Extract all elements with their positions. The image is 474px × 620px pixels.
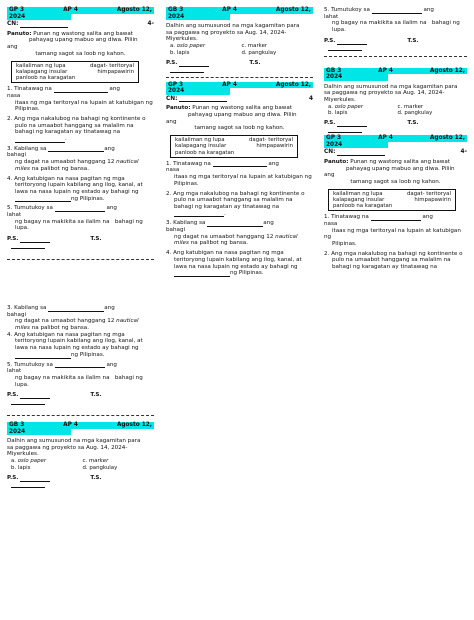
date-label: Agosto 12,	[116, 7, 152, 13]
panuto-c3: Panuto: Punan ng wastong salita ang bawat pahayag upang mabuo ang diwa. Piliin ang tamang sagot sa loob ng kahon.	[324, 158, 455, 185]
q1-c2-blank[interactable]	[213, 161, 267, 167]
panuto-c2: Panuto: Punan ng wastong salita ang bawat pahayag upang mabuo ang diwa. Piliin ang tamang sagot sa loob ng kahon.	[166, 105, 297, 132]
material-list: a. oslo paper c. marker b. lapis d. pangkulay	[11, 458, 118, 471]
question-2-c3: 2. Ang mga nakalubog na bahagi ng kontinente o pulo na umaabot hanggang sa malalim na bahagi ng karagatan ay tinatawag na	[324, 250, 463, 271]
q1-blank[interactable]	[54, 87, 108, 93]
header-bar-c2b: GP 3 AP 4 Agosto 12,	[166, 82, 313, 89]
ps3-blank[interactable]	[20, 476, 50, 482]
material-list-c2: a. oslo paper c. marker b. lapis d. pangkulay	[170, 43, 277, 56]
question-3-copy: 3. Kabilang sa ang bahagi ng dagat na umaabot hanggang 12 nautical miles na palibot ng bansa. 4. Ang katubigan na nasa pagitan ng mga teritoryong lupain kabilang ang ilog, kanal, at lawa na nasa lupain ng estado ay bahagi ng ng Pilipinas.	[7, 304, 143, 358]
cut-line-c2	[166, 77, 313, 78]
year-label-gb: 2024	[7, 429, 71, 436]
word-box: kailaliman ng lupa dagat- teritoryal kalapagang insular himpapawirin panloob na karagatan	[11, 61, 139, 84]
q4-c2-blank[interactable]	[174, 271, 230, 277]
ps-copy-underline	[11, 399, 45, 405]
question-5-copy: 5. Tumutukoy sa ang lahat ng bagay na makikita sa ilalim na bahagi ng lupa.	[7, 361, 143, 388]
word-box-c3: kailaliman ng lupa dagat- teritoryal kalapagang insular himpapawirin panloob na karagatan	[328, 189, 456, 212]
word-box-c2: kailaliman ng lupa dagat- teritoryal kalapagang insular himpapawirin panloob na karagatan	[170, 135, 298, 158]
q5-copy-blank[interactable]	[55, 362, 105, 368]
ps-c2-blank[interactable]	[179, 61, 209, 67]
cut-line	[7, 259, 154, 260]
grade-label: GP 3	[9, 7, 25, 13]
ps-ts-row: P.S. T.S.	[7, 236, 102, 243]
question-1-c2: 1. Tinatawag na ang nasa itaas ng mga teritoryal na lupain at katubigan ng Pilipinas.	[166, 160, 312, 187]
q4-blank[interactable]	[15, 196, 71, 202]
cn-blank[interactable]	[20, 22, 68, 28]
column-3	[324, 0, 467, 271]
year-label-c3: 2024	[324, 74, 388, 81]
cn-row-c2: CN: 4	[166, 95, 313, 102]
question-2-c2: 2. Ang mga nakalubog na bahagi ng kontinente o pulo na umaabot hanggang sa malalim na bahagi ng karagatan ay tinatawag na .	[166, 190, 305, 217]
cn-row: CN: 4-	[7, 21, 154, 27]
ps3-underline	[11, 482, 45, 488]
q3-blank[interactable]	[48, 146, 104, 152]
question-2: 2. Ang mga nakalubog na bahagi ng kontinente o pulo na umaabot hanggang sa malalim na bahagi ng karagatan ay tinatawag na .	[7, 115, 146, 143]
ps-blank[interactable]	[20, 237, 50, 243]
ps-ts-row-c2: P.S. T.S.	[166, 59, 261, 66]
q5-c3-blank[interactable]	[372, 8, 422, 14]
question-5: 5. Tumutukoy sa ang lahat ng bagay na makikita sa ilalim na bahagi ng lupa.	[7, 205, 143, 232]
cn-c2-blank[interactable]	[179, 96, 227, 102]
year-label-c3b: 2024	[324, 142, 388, 149]
q3-copy-blank[interactable]	[48, 306, 104, 312]
dalhin-block-c3: Dalhin ang sumusunod na mga kagamitan para sa paggawa ng proyekto sa Aug. 14, 2024- Miyerkules.	[324, 83, 458, 103]
question-1: 1. Tinatawag na ang nasa itaas ng mga teritoryal na lupain at katubigan ng Pilipinas.	[7, 86, 153, 113]
question-1-c3: 1. Tinatawag na ang nasa itaas ng mga teritoryal na lupain at katubigan ng Pilipinas.	[324, 214, 461, 248]
question-4: 4. Ang katubigan na nasa pagitan ng mga teritoryong lupain kabilang ang ilog, kanal, at lawa na nasa lupain ng estado ay bahagi ng ng Pilipinas.	[7, 175, 143, 202]
dalhin-block-c2: Dalhin ang sumusunod na mga kagamitan para sa paggawa ng proyekto sa Aug. 14, 2024- Miyerkules.	[166, 23, 300, 43]
column-2	[166, 0, 313, 277]
panuto: Panuto: Punan ng wastong salita ang bawat pahayag upang mabuo ang diwa. Piliin ang tamang sagot sa loob ng kahon.	[7, 30, 138, 57]
year-label-c2: 2024	[166, 14, 230, 21]
ps-ts-row-c3: P.S. T.S.	[324, 37, 419, 44]
ps-c2-underline	[170, 67, 204, 73]
ps-ts-row-c3b: P.S. T.S.	[324, 120, 419, 127]
year-label: 2024	[7, 14, 71, 21]
q2-c2-blank[interactable]	[174, 211, 224, 217]
header-bar-c3: GB 3 AP 4 Agosto 12,	[326, 67, 465, 74]
cut-line-c3	[324, 56, 467, 57]
ps-copy-blank[interactable]	[20, 393, 50, 399]
cn-row-c3: CN: 4-	[324, 149, 467, 156]
header-bar-c2: GB 3 AP 4 Agosto 12,	[168, 7, 311, 13]
question-5-c3: 5. Tumutukoy sa ang lahat ng bagay na makikita sa ilalim na bahagi ng lupa.	[324, 7, 460, 34]
ps-underline	[11, 243, 45, 249]
dalhin-block: Dalhin ang sumusunod na mga kagamitan para sa paggawa ng proyekto sa Aug. 14, 2024- Miyerkules.	[7, 438, 141, 458]
header-bar-c3b: GP 3 AP 4 Agosto 12,	[324, 135, 467, 142]
question-3-c2: 3. Kabilang sa ang bahagi ng dagat na umaabot hanggang 12 nautical miles na palibot ng bansa.	[166, 220, 298, 247]
header-bar-gb: GB 3 AP 4 Agosto 12,	[9, 422, 152, 429]
question-3: 3. Kabilang sa ang bahagi ng dagat na umaabot hanggang 12 nautical miles na palibot ng bansa.	[7, 145, 139, 172]
cn-c3-blank[interactable]	[337, 150, 385, 156]
ps-ts-row-3: P.S. T.S.	[7, 474, 102, 481]
column-1	[7, 0, 154, 488]
question-4-c2: 4. Ang katubigan na nasa pagitan ng mga teritoryong lupain kabilang ang ilog, kanal, at lawa na nasa lupain ng estado ay bahagi ng ng Pilipinas.	[166, 250, 302, 277]
q2-blank[interactable]	[15, 137, 65, 143]
year-label-c2b: 2024	[166, 88, 230, 95]
q5-blank[interactable]	[55, 206, 105, 212]
q4-copy-blank[interactable]	[15, 353, 71, 359]
cut-line-2	[7, 415, 154, 416]
ps-c3-underline	[328, 45, 362, 51]
ps-c3b-blank[interactable]	[337, 121, 367, 127]
ps-ts-row-copy: P.S. T.S.	[7, 392, 102, 399]
q3-c2-blank[interactable]	[207, 221, 263, 227]
subject-label: AP 4	[63, 7, 78, 13]
ps-c3-blank[interactable]	[337, 39, 367, 45]
q1-c3-blank[interactable]	[371, 215, 421, 221]
material-list-c3: a. oslo paper c. marker b. lapis d. pangkulay	[328, 103, 433, 117]
